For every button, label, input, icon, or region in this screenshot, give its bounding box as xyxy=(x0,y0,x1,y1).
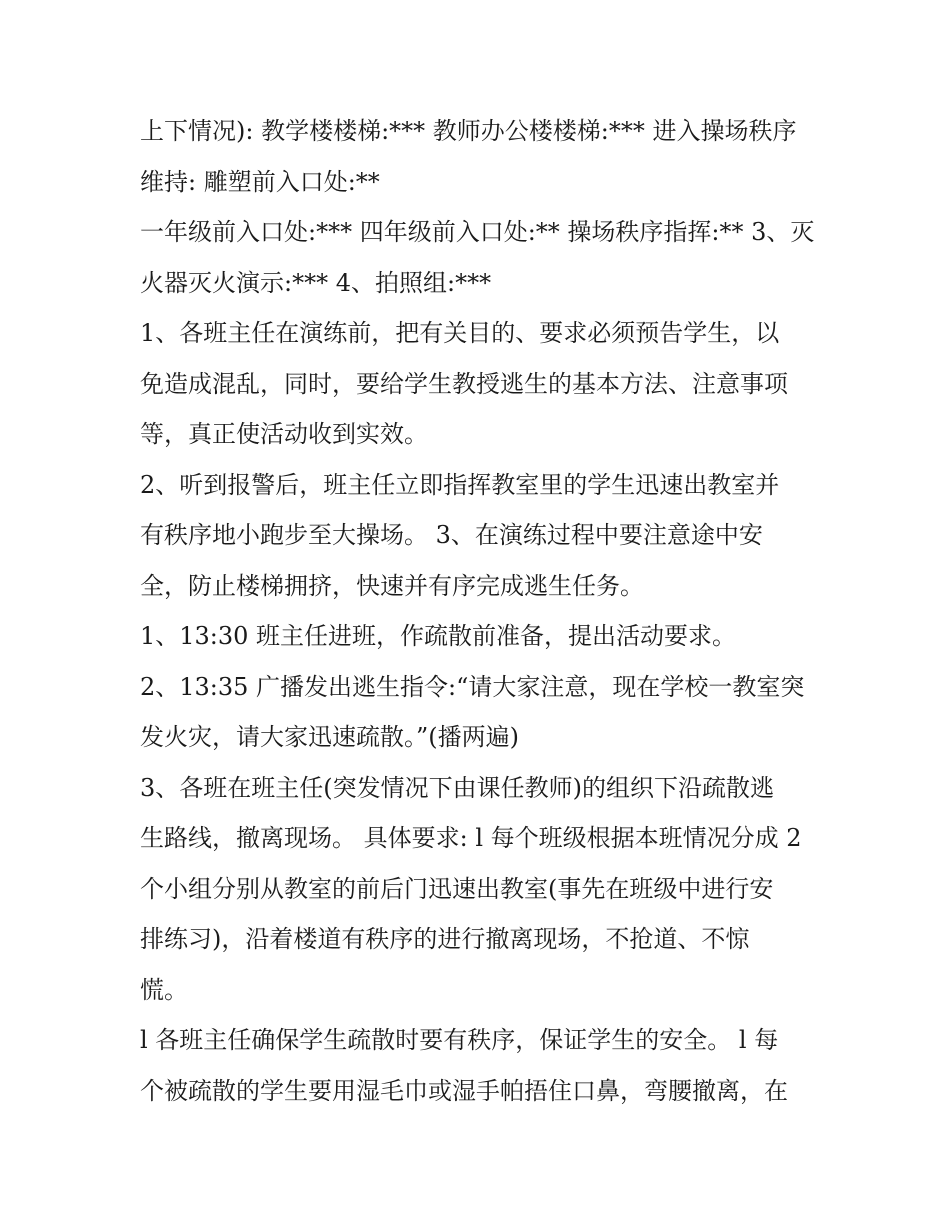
paragraph-1 xyxy=(140,106,820,207)
text-line: 2、13:35 广播发出逃生指令:“请大家注意，现在学校一教室突 xyxy=(140,672,805,701)
text-line: l 各班主任确保学生疏散时要有秩序，保证学生的安全。 l 每 xyxy=(140,1026,779,1054)
text-line: 全，防止楼梯拥挤，快速并有序完成逃生任务。 xyxy=(140,571,644,600)
text-line: 等，真正使活动收到实效。 xyxy=(140,420,428,448)
text-line: 排练习)，沿着楼道有秩序的进行撤离现场，不抢道、不惊 xyxy=(140,925,750,953)
paragraph-2 xyxy=(140,207,820,308)
paragraph-8 xyxy=(140,1015,820,1116)
paragraph-7 xyxy=(140,763,820,1016)
document-body xyxy=(140,106,820,1116)
paragraph-6 xyxy=(140,662,820,763)
text-line: 火器灭火演示:*** 4、拍照组:*** xyxy=(140,268,492,297)
text-line: 个被疏散的学生要用湿毛巾或湿手帕捂住口鼻，弯腰撤离，在 xyxy=(140,1076,788,1105)
text-line: 生路线，撤离现场。 具体要求: l 每个班级根据本班情况分成 2 xyxy=(140,824,802,852)
text-line: 个小组分别从教室的前后门迅速出教室(事先在班级中进行安 xyxy=(140,874,774,903)
text-line: 1、13:30 班主任进班，作疏散前准备，提出活动要求。 xyxy=(140,622,737,650)
paragraph-3 xyxy=(140,308,820,460)
text-line: 3、各班在班主任(突发情况下由课任教师)的组织下沿疏散逃 xyxy=(140,773,774,802)
text-line: 一年级前入口处:*** 四年级前入口处:** 操场秩序指挥:** 3、灭 xyxy=(140,218,815,246)
text-line: 发火灾，请大家迅速疏散。”(播两遍) xyxy=(140,723,519,751)
paragraph-5 xyxy=(140,611,820,662)
text-line: 免造成混乱，同时，要给学生教授逃生的基本方法、注意事项 xyxy=(140,369,788,398)
text-line: 维持: 雕塑前入口处:** xyxy=(140,167,380,196)
text-line: 1、各班主任在演练前，把有关目的、要求必须预告学生，以 xyxy=(140,319,780,347)
text-line: 慌。 xyxy=(140,975,188,1004)
paragraph-4 xyxy=(140,460,820,612)
text-line: 2、听到报警后，班主任立即指挥教室里的学生迅速出教室并 xyxy=(140,470,780,499)
text-line: 上下情况): 教学楼楼梯:*** 教师办公楼楼梯:*** 进入操场秩序 xyxy=(140,117,797,145)
text-line: 有秩序地小跑步至大操场。 3、在演练过程中要注意途中安 xyxy=(140,521,763,549)
